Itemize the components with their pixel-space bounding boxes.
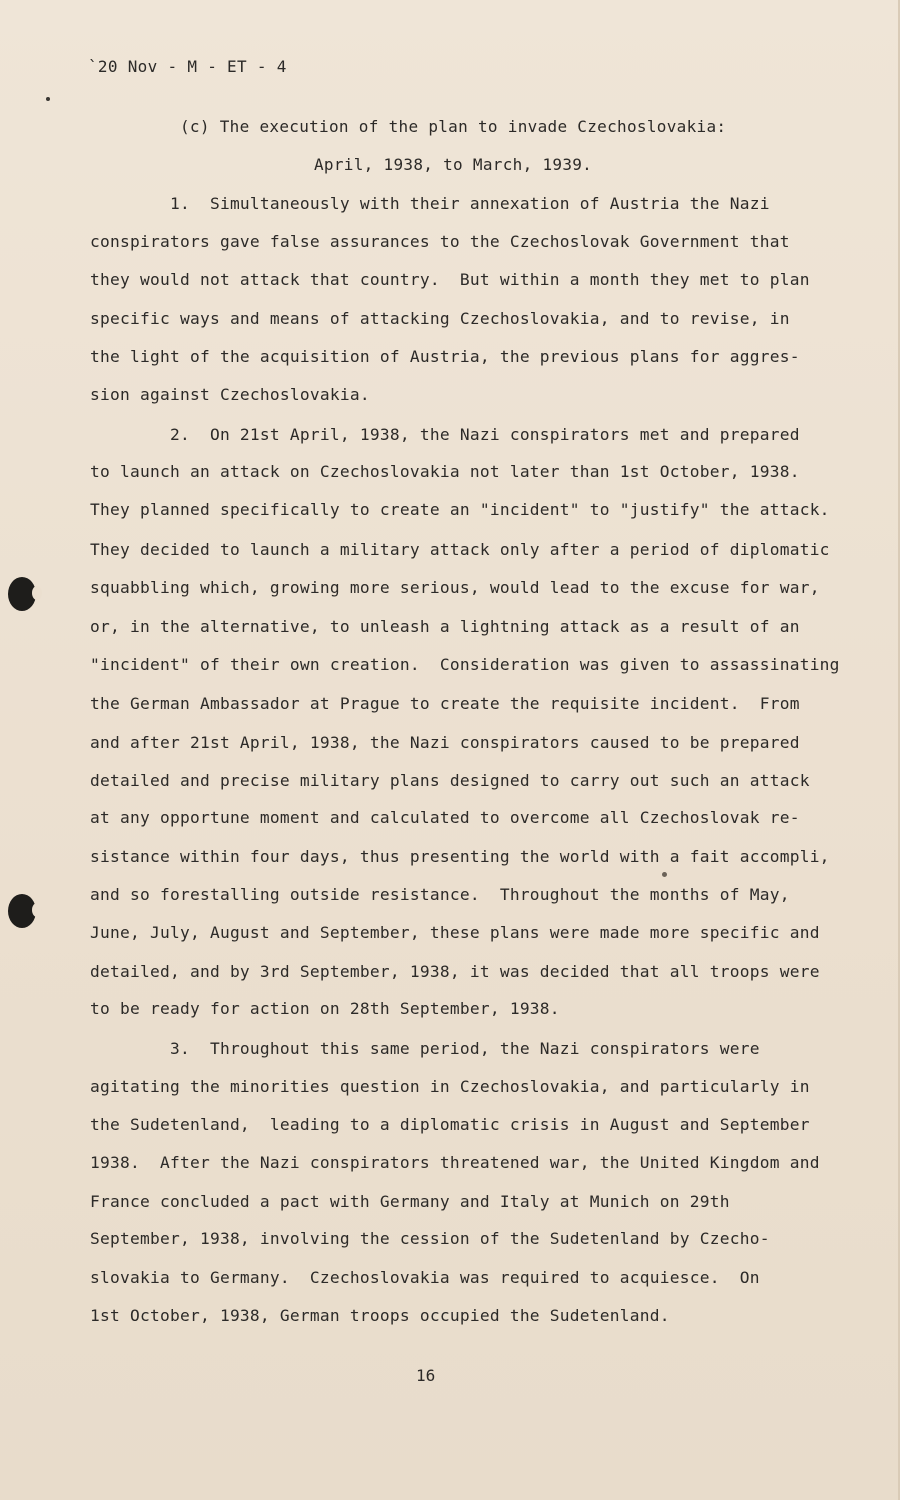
section-title-line-2: April, 1938, to March, 1939. — [314, 155, 593, 174]
text-line: slovakia to Germany. Czechoslovakia was required to acquiesce. On — [90, 1268, 760, 1287]
page-number: 16 — [416, 1366, 436, 1385]
text-line: 1. Simultaneously with their annexation of Austria the Nazi — [90, 194, 770, 213]
ink-speck — [662, 872, 667, 877]
text-line: and after 21st April, 1938, the Nazi conspirators caused to be prepared — [90, 733, 800, 752]
text-line: detailed and precise military plans designed to carry out such an attack — [90, 771, 810, 790]
text-line: June, July, August and September, these plans were made more specific and — [90, 923, 820, 942]
text-line: They planned specifically to create an "incident" to "justify" the attack. — [90, 500, 830, 519]
text-line: agitating the minorities question in Czechoslovakia, and particularly in — [90, 1077, 810, 1096]
text-line: squabbling which, growing more serious, would lead to the excuse for war, — [90, 578, 820, 597]
ink-speck — [46, 97, 50, 101]
text-line: they would not attack that country. But within a month they met to plan — [90, 270, 810, 289]
text-line: and so forestalling outside resistance. Throughout the months of May, — [90, 885, 790, 904]
text-line: 2. On 21st April, 1938, the Nazi conspirators met and prepared — [90, 425, 800, 444]
text-line: detailed, and by 3rd September, 1938, it was decided that all troops were — [90, 962, 820, 981]
text-line: to launch an attack on Czechoslovakia not later than 1st October, 1938. — [90, 462, 800, 481]
text-line: 1938. After the Nazi conspirators threatened war, the United Kingdom and — [90, 1153, 820, 1172]
text-line: sion against Czechoslovakia. — [90, 385, 370, 404]
section-title-line-1: (c) The execution of the plan to invade Czechoslovakia: — [180, 117, 727, 136]
text-line: the Sudetenland, leading to a diplomatic crisis in August and September — [90, 1115, 810, 1134]
text-line: They decided to launch a military attack only after a period of diplomatic — [90, 540, 830, 559]
text-line: 1st October, 1938, German troops occupied the Sudetenland. — [90, 1306, 670, 1325]
text-line: September, 1938, involving the cession of the Sudetenland by Czecho- — [90, 1229, 770, 1248]
text-line: sistance within four days, thus presenting the world with a fait accompli, — [90, 847, 830, 866]
document-header: `20 Nov - M - ET - 4 — [88, 57, 287, 76]
text-line: the light of the acquisition of Austria, the previous plans for aggres- — [90, 347, 800, 366]
text-line: or, in the alternative, to unleash a lightning attack as a result of an — [90, 617, 800, 636]
text-line: specific ways and means of attacking Czechoslovakia, and to revise, in — [90, 309, 790, 328]
text-line: at any opportune moment and calculated to overcome all Czechoslovak re- — [90, 808, 800, 827]
text-line: France concluded a pact with Germany and Italy at Munich on 29th — [90, 1192, 730, 1211]
text-line: to be ready for action on 28th September, 1938. — [90, 999, 560, 1018]
text-line: the German Ambassador at Prague to create the requisite incident. From — [90, 694, 800, 713]
text-line: "incident" of their own creation. Consideration was given to assassinating — [90, 655, 840, 674]
text-line: 3. Throughout this same period, the Nazi conspirators were — [90, 1039, 760, 1058]
punch-hole-upper — [8, 577, 36, 611]
punch-hole-lower — [8, 894, 36, 928]
text-line: conspirators gave false assurances to the Czechoslovak Government that — [90, 232, 790, 251]
